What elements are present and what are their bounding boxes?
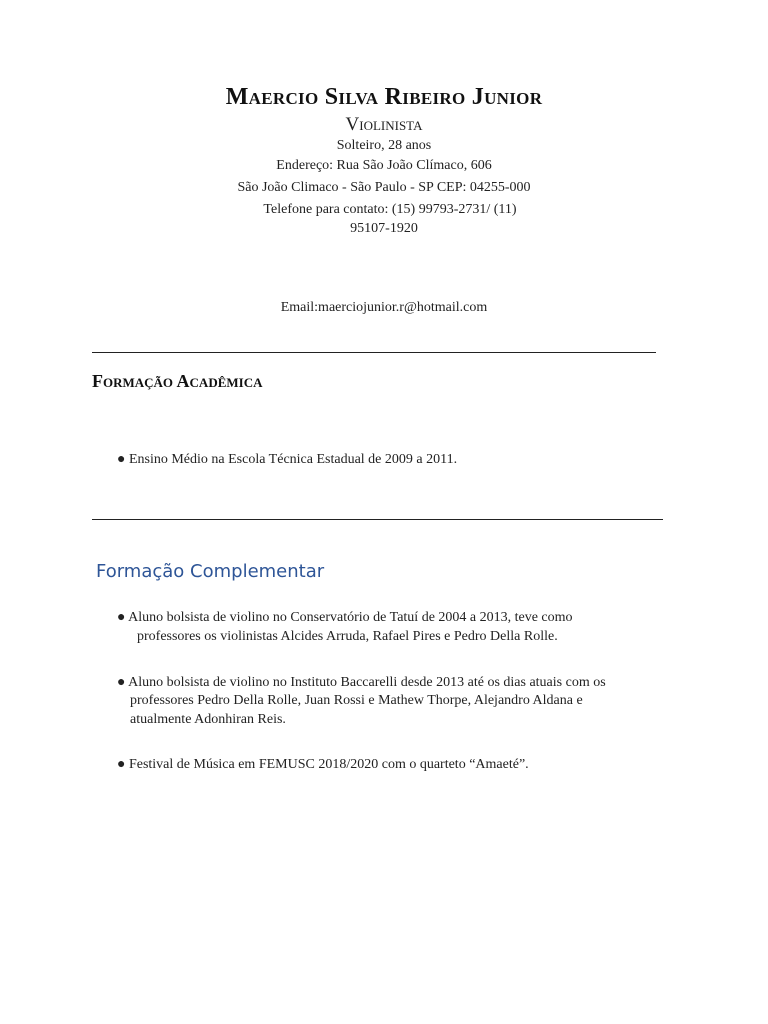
list-item-line: ● Aluno bolsista de violino no Instituto Baccarelli desde 2013 até os dias atuais com os <box>117 675 606 690</box>
academic-section-title: Formação Acadêmica <box>92 371 263 391</box>
address: Endereço: Rua São João Clímaco, 606 <box>276 158 492 173</box>
email: Email:maerciojunior.r@hotmail.com <box>280 300 488 315</box>
phone-line-2: 95107-1920 <box>350 221 418 236</box>
list-item-line: professores Pedro Della Rolle, Juan Rossi e Mathew Thorpe, Alejandro Aldana e <box>130 693 583 708</box>
phone-line-1: Telefone para contato: (15) 99793-2731/ (11) <box>263 202 517 217</box>
candidate-name: Maercio Silva Ribeiro Junior <box>225 84 543 110</box>
candidate-role: Violinista <box>345 114 423 135</box>
list-item-line: professores os violinistas Alcides Arruda, Rafael Pires e Pedro Della Rolle. <box>137 629 558 644</box>
section-divider <box>92 352 656 353</box>
list-item-line: ● Aluno bolsista de violino no Conservatório de Tatuí de 2004 a 2013, teve como <box>117 610 573 625</box>
list-item-line: ● Festival de Música em FEMUSC 2018/2020 com o quarteto “Amaeté”. <box>117 757 529 772</box>
academic-item: ● Ensino Médio na Escola Técnica Estadual de 2009 a 2011. <box>117 452 458 467</box>
section-divider <box>92 519 663 520</box>
marital-status-age: Solteiro, 28 anos <box>336 138 432 153</box>
list-item-line: atualmente Adonhiran Reis. <box>130 712 286 727</box>
city-zip: São João Climaco - São Paulo - SP CEP: 04255-000 <box>237 180 531 195</box>
complementary-section-title: Formação Complementar <box>96 561 325 582</box>
